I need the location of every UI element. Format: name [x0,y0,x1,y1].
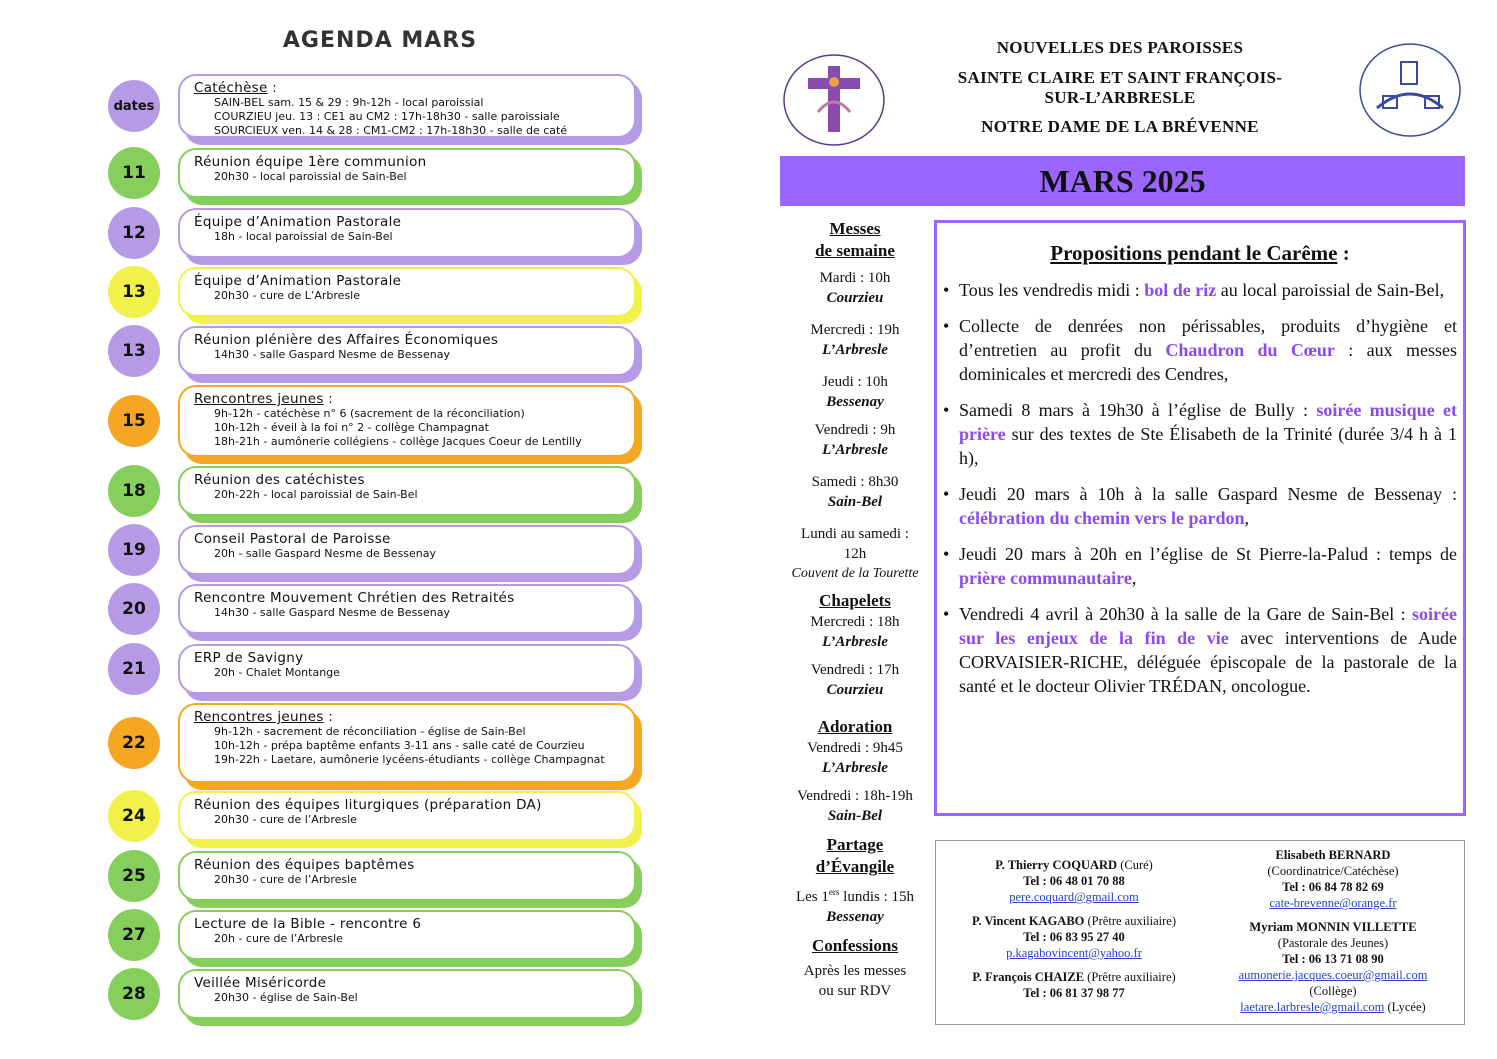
adoration-2-day: Vendredi : 18h-19h [797,788,913,804]
event-detail: 20h - Chalet Montange [214,666,340,679]
event-detail: 18h-21h - aumônerie collégiens - collège Jacques Coeur de Lentilly [214,435,582,448]
adoration-heading: Adoration [817,717,893,736]
contacts-box [935,840,1465,1025]
header-line-4: NOTRE DAME DE LA BRÉVENNE [981,117,1259,136]
header-line-1: NOUVELLES DES PAROISSES [996,38,1244,57]
event-title: Rencontres jeunes : [194,391,334,407]
event-detail: SOURCIEUX ven. 14 & 28 : CM1-CM2 : 17h-18h30 - salle de caté [214,124,568,137]
agenda-event-box [178,851,636,901]
agenda-event-box [178,703,636,783]
event-title: Réunion des équipes liturgiques (préparation DA) [194,797,542,813]
month-title: MARS 2025 [1039,162,1206,199]
contact-chaize: P. François CHAIZE (Prêtre auxiliaire) Tel : 06 81 37 98 77 [972,970,1176,1000]
date-badge: dates [108,80,160,132]
agenda-row [100,385,640,457]
messes-heading-1: Messes [829,219,881,238]
date-badge: 18 [108,465,160,517]
event-title: Veillée Miséricorde [194,975,327,991]
event-title: Réunion des équipes baptêmes [194,857,415,873]
event-detail: 20h - salle Gaspard Nesme de Bessenay [214,547,437,560]
agenda-row [100,851,640,901]
event-detail: 10h-12h - éveil à la foi n° 2 - collège Champagnat [214,421,489,434]
event-detail: 20h-22h - local paroissial de Sain-Bel [214,488,418,501]
event-detail: 20h30 - cure de l’Arbresle [214,873,357,886]
partage-heading-1: Partage [826,835,884,854]
header-line-2: SAINTE CLAIRE ET SAINT FRANÇOIS- [957,68,1283,87]
event-detail: 19h-22h - Laetare, aumônerie lycéens-étudiants - collège Champagnat [214,753,605,766]
event-title: Équipe d’Animation Pastorale [194,273,402,289]
parish-logo-left [780,52,888,148]
agenda-row [100,148,640,198]
mass-3-day: Jeudi : 10h [822,374,888,390]
event-detail: 20h30 - cure de L’Arbresle [214,289,360,302]
agenda-event-box [178,910,636,960]
adoration-1-place: L’Arbresle [822,760,888,776]
event-title: Conseil Pastoral de Paroisse [194,531,391,547]
proposition-item: • Jeudi 20 mars à 20h en l’église de St Pierre-la-Palud : temps de prière communautaire, [943,544,1457,588]
agenda-event-box [178,74,636,138]
agenda-row [100,326,640,376]
agenda-row [100,703,640,783]
agenda-event-box [178,385,636,457]
date-badge: 12 [108,207,160,259]
agenda-row [100,644,640,694]
mass-3-place: Bessenay [826,394,884,410]
messes-heading-2: de semaine [815,241,895,260]
confessions-line-1: Après les messes [803,963,907,979]
event-title: Réunion des catéchistes [194,472,365,488]
agenda-event-box [178,969,636,1019]
agenda-event-box [178,644,636,694]
agenda-row [100,267,640,317]
date-badge: 20 [108,583,160,635]
event-detail: 10h-12h - prépa baptême enfants 3-11 ans - salle caté de Courzieu [214,739,585,752]
chapelet-1-day: Mercredi : 18h [810,614,900,630]
event-title: Rencontres jeunes : [194,709,334,725]
confessions-line-2: ou sur RDV [818,983,892,999]
agenda-row [100,791,640,841]
partage-place: Bessenay [826,909,884,925]
date-badge: 22 [108,717,160,769]
event-detail: SAIN-BEL sam. 15 & 29 : 9h-12h - local paroissial [214,96,484,109]
agenda-title: AGENDA MARS [282,28,478,53]
event-detail: 9h-12h - sacrement de réconciliation - église de Sain-Bel [214,725,526,738]
date-badge: 13 [108,266,160,318]
date-badge: 27 [108,909,160,961]
event-detail: 9h-12h - catéchèse n° 6 (sacrement de la réconciliation) [214,407,525,420]
mass-1-place: Courzieu [826,290,884,306]
mass-6-day-2: 12h [843,546,867,562]
parish-logo-right [1355,40,1465,140]
header-line-3: SUR-L’ARBRESLE [1044,88,1196,107]
date-badge: 24 [108,790,160,842]
agenda-row [100,525,640,575]
contact-coquard: P. Thierry COQUARD (Curé) Tel : 06 48 01 70 88 pere.coquard@gmail.com [940,857,1208,905]
chapelet-2-place: Courzieu [826,682,884,698]
email-link[interactable]: laetare.larbresle@gmail.com [1240,1000,1385,1014]
event-detail: COURZIEU jeu. 13 : CE1 au CM2 : 17h-18h30 - salle paroissiale [214,110,560,123]
event-title: ERP de Savigny [194,650,304,666]
agenda-row [100,584,640,634]
agenda-event-box [178,326,636,376]
proposition-item: • Vendredi 4 avril à 20h30 à la salle de la Gare de Sain-Bel : soirée sur les enjeux de la fin de vie avec interventions de Aude CORVAISIER-RICHE, déléguée épiscopale de la pastorale de la santé et le docteur Olivier TRÉDAN, oncologue. [943,604,1457,696]
schedule-column [780,218,930,1001]
event-detail: 20h30 - cure de l’Arbresle [214,813,357,826]
agenda-event-box [178,466,636,516]
proposition-item: • Samedi 8 mars à 19h30 à l’église de Bully : soirée musique et prière sur des textes de Ste Élisabeth de la Trinité (durée 3/4 h à 1 h), [943,400,1458,468]
propositions-title: Propositions pendant le Carême : [1050,241,1350,265]
mass-4-place: L’Arbresle [822,442,888,458]
adoration-2-place: Sain-Bel [827,808,883,824]
mass-6-day-1: Lundi au samedi : [801,526,909,542]
confessions-heading: Confessions [812,936,898,955]
agenda-event-box [178,148,636,198]
proposition-item: • Jeudi 20 mars à 10h à la salle Gaspard Nesme de Bessenay : célébration du chemin vers le pardon, [943,484,1457,528]
event-detail: 14h30 - salle Gaspard Nesme de Bessenay [214,606,451,619]
email-link[interactable]: cate-brevenne@orange.fr [1269,896,1397,910]
event-title: Catéchèse : [194,80,278,96]
mass-1-day: Mardi : 10h [819,270,891,286]
chapelet-2-day: Vendredi : 17h [810,662,900,678]
event-title: Rencontre Mouvement Chrétien des Retraités [194,590,515,606]
event-detail: 20h - cure de l’Arbresle [214,932,343,945]
agenda-row [100,969,640,1019]
date-badge: 19 [108,524,160,576]
mass-2-day: Mercredi : 19h [810,322,900,338]
chapelets-heading: Chapelets [819,591,891,610]
event-detail: 20h30 - local paroissial de Sain-Bel [214,170,407,183]
date-badge: 11 [108,147,160,199]
event-detail: 20h30 - église de Sain-Bel [214,991,358,1004]
contact-bernard: Elisabeth BERNARD (Coordinatrice/Catéchèse) Tel : 06 84 78 82 69 cate-brevenne@orange.fr [1204,847,1462,911]
event-detail: 14h30 - salle Gaspard Nesme de Bessenay [214,348,451,361]
contact-monnin-villette: Myriam MONNIN VILLETTE (Pastorale des Jeunes) Tel : 06 13 71 08 90 aumonerie.jacques.coeur@gmail.com (Collège) laetare.larbresle@gmail.com (Lycée) [1204,919,1462,1015]
email-link[interactable]: aumonerie.jacques.coeur@gmail.com [1238,968,1428,982]
event-title: Équipe d’Animation Pastorale [194,214,402,230]
agenda-event-box [178,525,636,575]
partage-day: Les 1ers lundis : 15h [795,887,914,905]
contact-kagabo: P. Vincent KAGABO (Prêtre auxiliaire) Tel : 06 83 95 27 40 p.kagabovincent@yahoo.fr [940,913,1208,961]
date-badge: 15 [108,395,160,447]
lent-propositions-box [934,220,1466,816]
event-title: Réunion plénière des Affaires Économiques [194,332,499,348]
event-title: Lecture de la Bible - rencontre 6 [194,916,422,932]
proposition-item: • Tous les vendredis midi : bol de riz au local paroissial de Sain-Bel, [943,280,1445,300]
date-badge: 28 [108,968,160,1020]
date-badge: 21 [108,643,160,695]
agenda-event-box [178,584,636,634]
adoration-1-day: Vendredi : 9h45 [807,740,903,756]
partage-heading-2: d’Évangile [815,857,895,876]
event-title: Réunion équipe 1ère communion [194,154,427,170]
agenda-row [100,910,640,960]
chapelet-1-place: L’Arbresle [822,634,888,650]
agenda-event-box [178,208,636,258]
agenda-row [100,74,640,138]
mass-5-day: Samedi : 8h30 [811,474,899,490]
event-detail: 18h - local paroissial de Sain-Bel [214,230,393,243]
mass-6-place: Couvent de la Tourette [791,566,919,581]
mass-4-day: Vendredi : 9h [814,422,896,438]
mass-2-place: L’Arbresle [822,342,888,358]
date-badge: 13 [108,325,160,377]
email-link[interactable]: p.kagabovincent@yahoo.fr [1006,946,1142,960]
date-badge: 25 [108,850,160,902]
agenda-event-box [178,267,636,317]
proposition-item: • Collecte de denrées non périssables, produits d’hygiène et d’entretien au profit du Chaudron du Cœur : aux messes dominicales et mercredi des Cendres, [943,316,1457,384]
month-banner [780,156,1465,206]
email-link[interactable]: pere.coquard@gmail.com [1009,890,1139,904]
mass-5-place: Sain-Bel [827,494,883,510]
agenda-row [100,466,640,516]
agenda-row [100,208,640,258]
agenda-event-box [178,791,636,841]
